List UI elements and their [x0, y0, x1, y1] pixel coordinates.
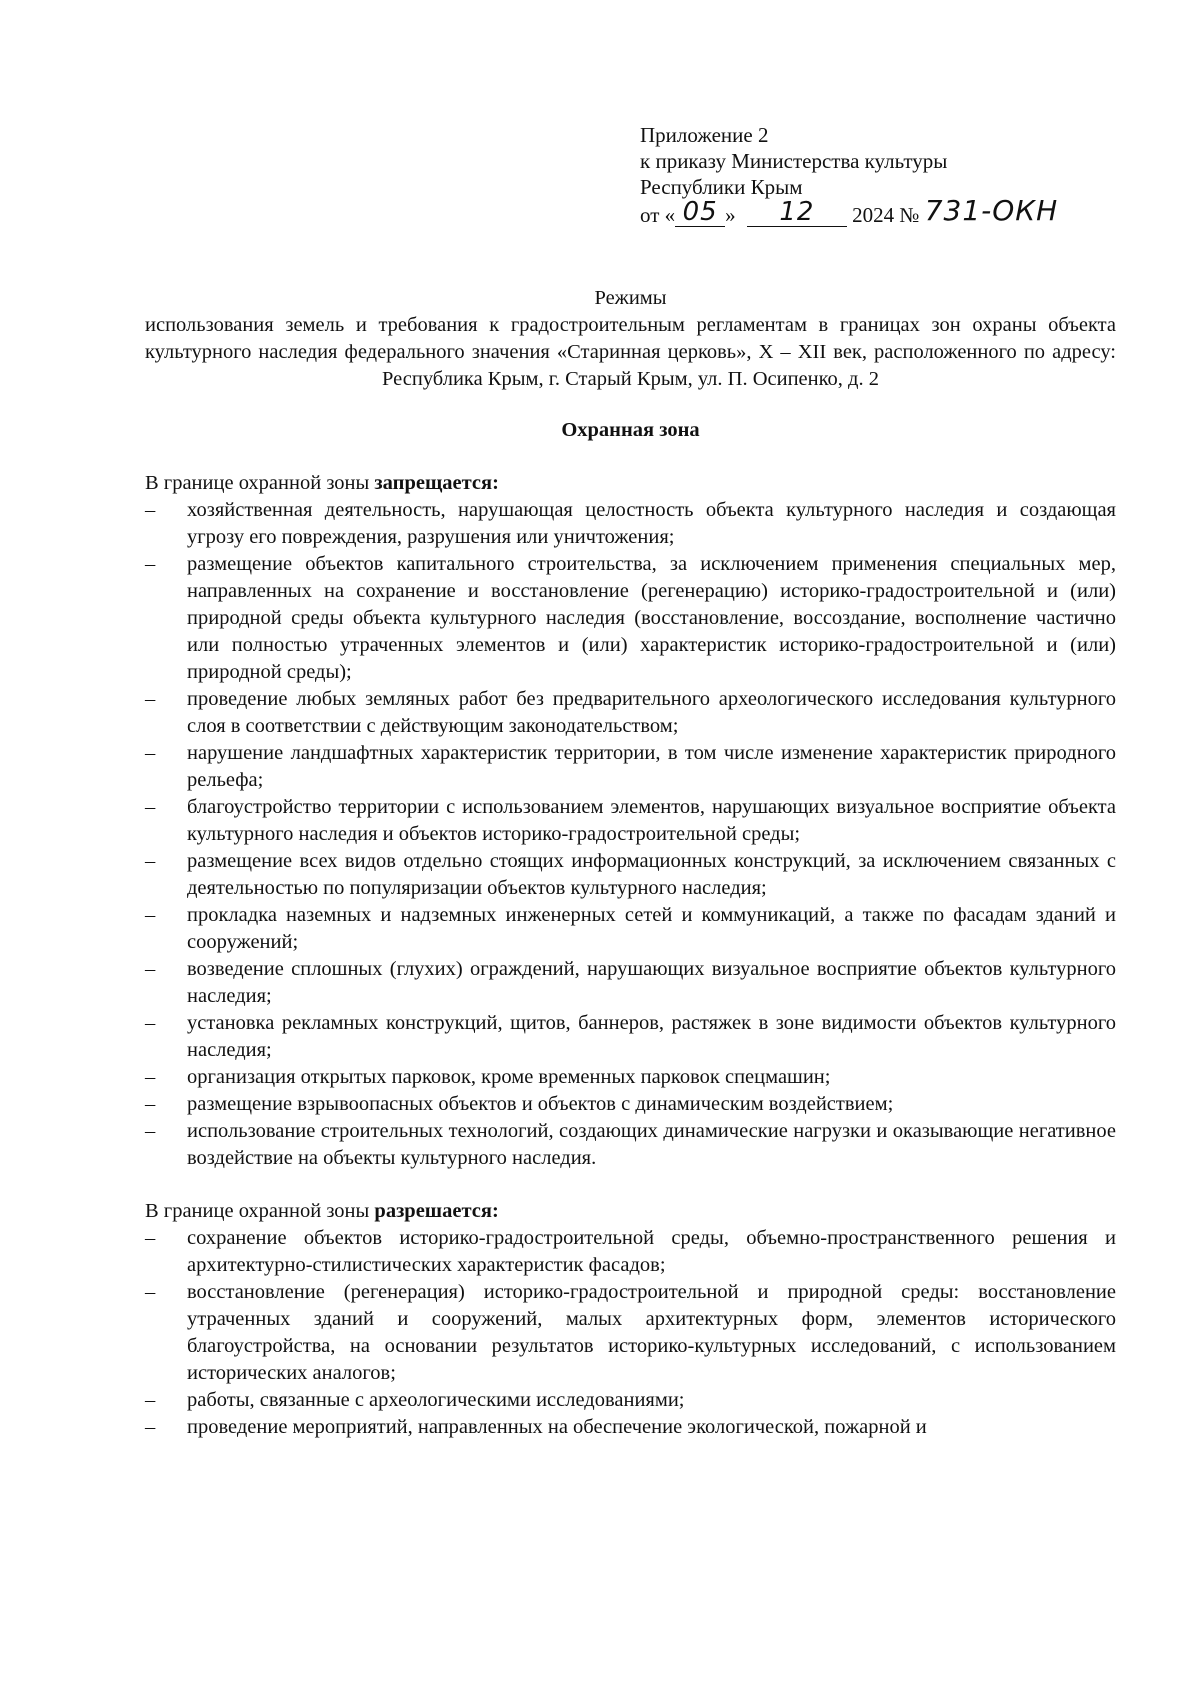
- date-day-field: [675, 197, 725, 227]
- date-month-handwritten: 12: [779, 197, 815, 227]
- list-item: – возведение сплошных (глухих) ограждений, нарушающих визуальное восприятие объектов культурного наследия;: [145, 956, 1116, 1010]
- list-item: – благоустройство территории с использованием элементов, нарушающих визуальное восприятие объекта культурного наследия и объектов историко-градостроительной среды;: [145, 794, 1116, 848]
- prohibited-list: [145, 497, 1116, 1172]
- section-title: Охранная зона: [561, 419, 700, 441]
- list-item: – размещение объектов капитального строительства, за исключением применения специальных мер, направленных на сохранение и восстановление (регенерацию) историко-градостроительной и (или) природной среды объекта культурного наследия (восстановление, воссоздание, восполнение частично или полностью утраченных элементов и (или) характеристик историко-градостроительной и (или) природной среды);: [145, 551, 1116, 686]
- allowed-keyword: разрешается:: [374, 1200, 499, 1222]
- order-date-line: [640, 194, 1059, 228]
- list-item: – работы, связанные с археологическими исследованиями;: [145, 1387, 1116, 1414]
- list-item: – сохранение объектов историко-градостроительной среды, объемно-пространственного решения и архитектурно-стилистических характеристик фасадов;: [145, 1225, 1116, 1279]
- document-body: [145, 285, 1116, 1441]
- list-item: – размещение взрывоопасных объектов и объектов с динамическим воздействием;: [145, 1091, 1116, 1118]
- date-month-field: [747, 197, 847, 227]
- date-year-number-label: 2024 №: [852, 203, 920, 227]
- list-item: – организация открытых парковок, кроме временных парковок спецмашин;: [145, 1064, 1116, 1091]
- allowed-heading: [145, 1198, 1116, 1225]
- allowed-list: [145, 1225, 1116, 1441]
- list-item: – прокладка наземных и надземных инженерных сетей и коммуникаций, а также по фасадам зданий и сооружений;: [145, 902, 1116, 956]
- date-day-handwritten: 05: [682, 197, 718, 227]
- prohibited-keyword: запрещается:: [374, 472, 499, 494]
- allowed-lead: В границе охранной зоны: [145, 1200, 370, 1222]
- document-subtitle: использования земель и требования к градостроительным регламентам в границах зон охраны объекта культурного наследия федерального значения «Старинная церковь», X – XII век, расположенного по адресу: Республика Крым, г. Старый Крым, ул. П. Осипенко, д. 2: [145, 314, 1116, 390]
- list-item: – размещение всех видов отдельно стоящих информационных конструкций, за исключением связанных с деятельностью по популяризации объектов культурного наследия;: [145, 848, 1116, 902]
- prohibited-lead: В границе охранной зоны: [145, 472, 370, 494]
- list-item: – хозяйственная деятельность, нарушающая целостность объекта культурного наследия и создающая угрозу его повреждения, разрушения или уничтожения;: [145, 497, 1116, 551]
- prohibited-heading: [145, 470, 1116, 497]
- date-day-close: »: [725, 203, 736, 227]
- document-title: Режимы: [594, 287, 667, 309]
- appendix-block: [640, 122, 1058, 228]
- list-item: – нарушение ландшафтных характеристик территории, в том числе изменение характеристик природного рельефа;: [145, 740, 1116, 794]
- order-line: к приказу Министерства культуры: [640, 149, 948, 173]
- list-item: – проведение мероприятий, направленных на обеспечение экологической, пожарной и: [145, 1414, 1116, 1441]
- list-item: – проведение любых земляных работ без предварительного археологического исследования культурного слоя в соответствии с действующим законодательством;: [145, 686, 1116, 740]
- order-number-handwritten: 731-ОКН: [924, 194, 1059, 227]
- republic-line: Республики Крым: [640, 175, 803, 199]
- list-item: – восстановление (регенерация) историко-градостроительной и природной среды: восстановление утраченных зданий и сооружений, малых архитектурных форм, элементов исторического благоустройства, на основании результатов историко-культурных исследований, с использованием исторических аналогов;: [145, 1279, 1116, 1387]
- date-prefix: от «: [640, 203, 676, 227]
- list-item: – использование строительных технологий, создающих динамические нагрузки и оказывающие негативное воздействие на объекты культурного наследия.: [145, 1118, 1116, 1172]
- appendix-line: Приложение 2: [640, 123, 769, 147]
- list-item: – установка рекламных конструкций, щитов, баннеров, растяжек в зоне видимости объектов культурного наследия;: [145, 1010, 1116, 1064]
